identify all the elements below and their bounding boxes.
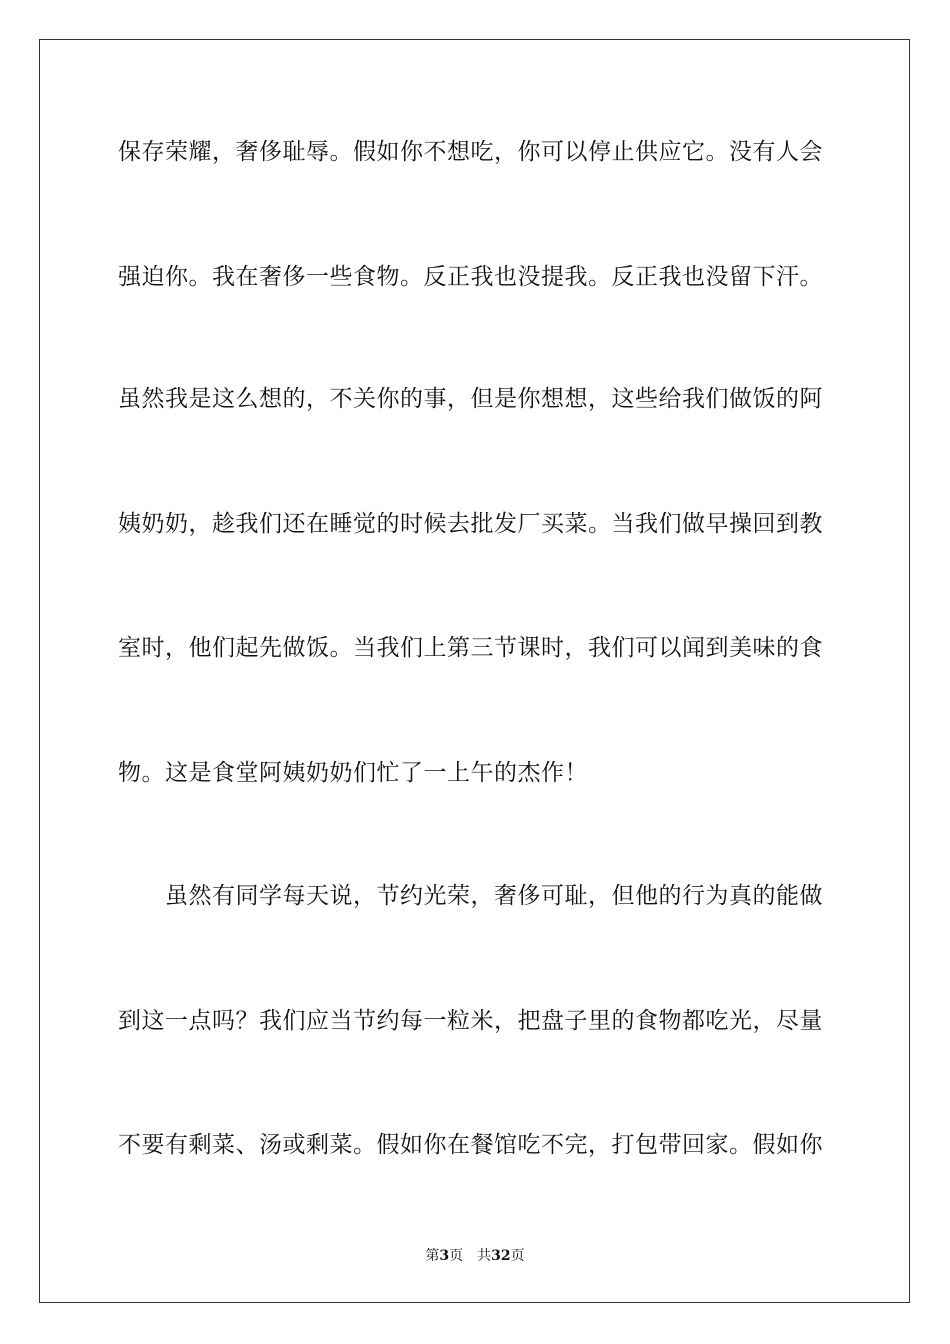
text-line-5: 室时，他们起先做饭。当我们上第三节课时，我们可以闻到美味的食 — [118, 635, 823, 661]
page-footer — [0, 1246, 950, 1266]
page-border — [39, 39, 910, 1303]
text-line-2: 强迫你。我在奢侈一些食物。反正我也没提我。反正我也没留下汗。 — [118, 264, 823, 290]
text-line-1: 保存荣耀，奢侈耻辱。假如你不想吃，你可以停止供应它。没有人会 — [118, 139, 823, 165]
text-line-9: 不要有剩菜、汤或剩菜。假如你在餐馆吃不完，打包带回家。假如你 — [118, 1132, 823, 1158]
total-suffix: 页 — [510, 1248, 525, 1264]
total-pages: 32 — [491, 1248, 511, 1264]
text-line-6: 物。这是食堂阿姨奶奶们忙了一上午的杰作！ — [118, 760, 588, 786]
text-line-4: 姨奶奶，趁我们还在睡觉的时候去批发厂买菜。当我们做早操回到教 — [118, 511, 823, 537]
page-suffix: 页 — [449, 1248, 464, 1264]
page-prefix: 第 — [425, 1248, 440, 1264]
text-line-7: 虽然有同学每天说，节约光荣，奢侈可耻，但他的行为真的能做 — [118, 883, 823, 909]
total-prefix: 共 — [477, 1248, 492, 1264]
text-line-3: 虽然我是这么想的，不关你的事，但是你想想，这些给我们做饭的阿 — [118, 386, 823, 412]
page-number: 3 — [439, 1248, 450, 1264]
text-line-8: 到这一点吗？我们应当节约每一粒米，把盘子里的食物都吃光，尽量 — [118, 1008, 823, 1034]
